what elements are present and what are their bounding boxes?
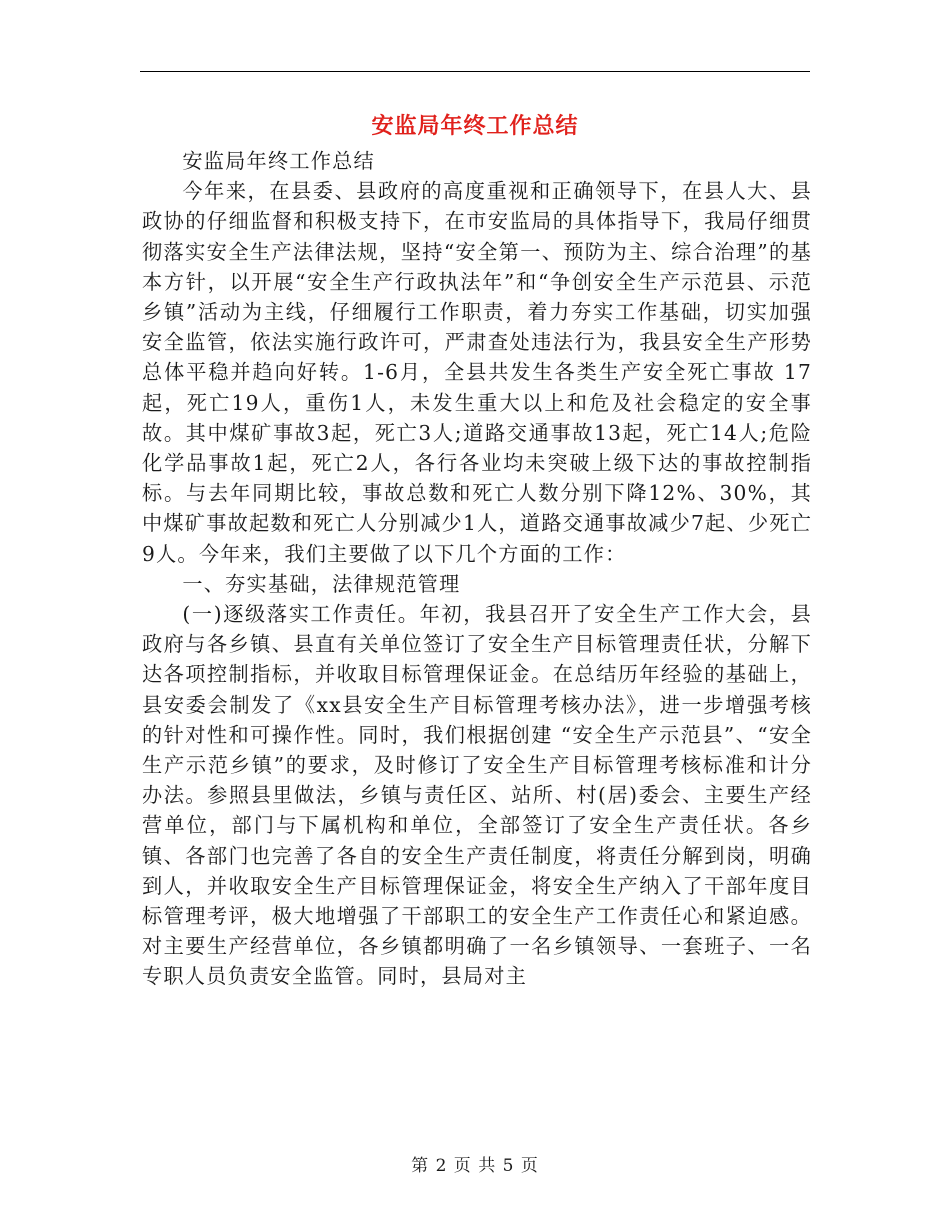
paragraph-subtitle: 安监局年终工作总结	[182, 149, 375, 173]
header-rule	[140, 71, 810, 72]
document-title: 安监局年终工作总结	[371, 113, 579, 139]
paragraph-responsibility: (一)逐级落实工作责任。年初，我县召开了安全生产工作大会，县政府与各乡镇、县直有关单位签订了安全生产目标管理责任状，分解下达各项控制指标，并收取目标管理保证金。在总结历年经验的基础上，县安委会制发了《xx县安全生产目标管理考核办法》，进一步增强考核的针对性和可操作性。同时，我们根据创建 “安全生产示范县”、“安全生产示范乡镇”的要求，及时修订了安全生产目标管理考核标准和计分办法。参照县里做法，乡镇与责任区、站所、村(居)委会、主要生产经营单位，部门与下属机构和单位，全部签订了安全生产责任状。各乡镇、各部门也完善了各自的安全生产责任制度，将责任分解到岗，明确到人，并收取安全生产目标管理保证金，将安全生产纳入了干部年度目标管理考评，极大地增强了干部职工的安全生产工作责任心和紧迫感。对主要生产经营单位，各乡镇都明确了一名乡镇领导、一套班子、一名专职人员负责安全监管。同时，县局对主	[142, 602, 812, 989]
paragraph-intro: 今年来，在县委、县政府的高度重视和正确领导下，在县人大、县政协的仔细监督和积极支持下，在市安监局的具体指导下，我局仔细贯彻落实安全生产法律法规，坚持“安全第一、预防为主、综合治理”的基本方针，以开展“安全生产行政执法年”和“争创安全生产示范县、示范乡镇”活动为主线，仔细履行工作职责，着力夯实工作基础，切实加强安全监管，依法实施行政许可，严肃查处违法行为，我县安全生产形势总体平稳并趋向好转。1-6月，全县共发生各类生产安全死亡事故 17起，死亡19人，重伤1人，未发生重大以上和危及社会稳定的安全事故。其中煤矿事故3起，死亡3人;道路交通事故13起，死亡14人;危险化学品事故1起，死亡2人，各行各业均未突破上级下达的事故控制指标。与去年同期比较，事故总数和死亡人数分别下降12%、30%，其中煤矿事故起数和死亡人分别减少1人，道路交通事故减少7起、少死亡9人。今年来，我们主要做了以下几个方面的工作：	[142, 179, 812, 566]
section-heading: 一、夯实基础，法律规范管理	[182, 571, 461, 596]
page-number: 第 2 页 共 5 页	[411, 1156, 539, 1176]
document-body	[142, 146, 812, 992]
